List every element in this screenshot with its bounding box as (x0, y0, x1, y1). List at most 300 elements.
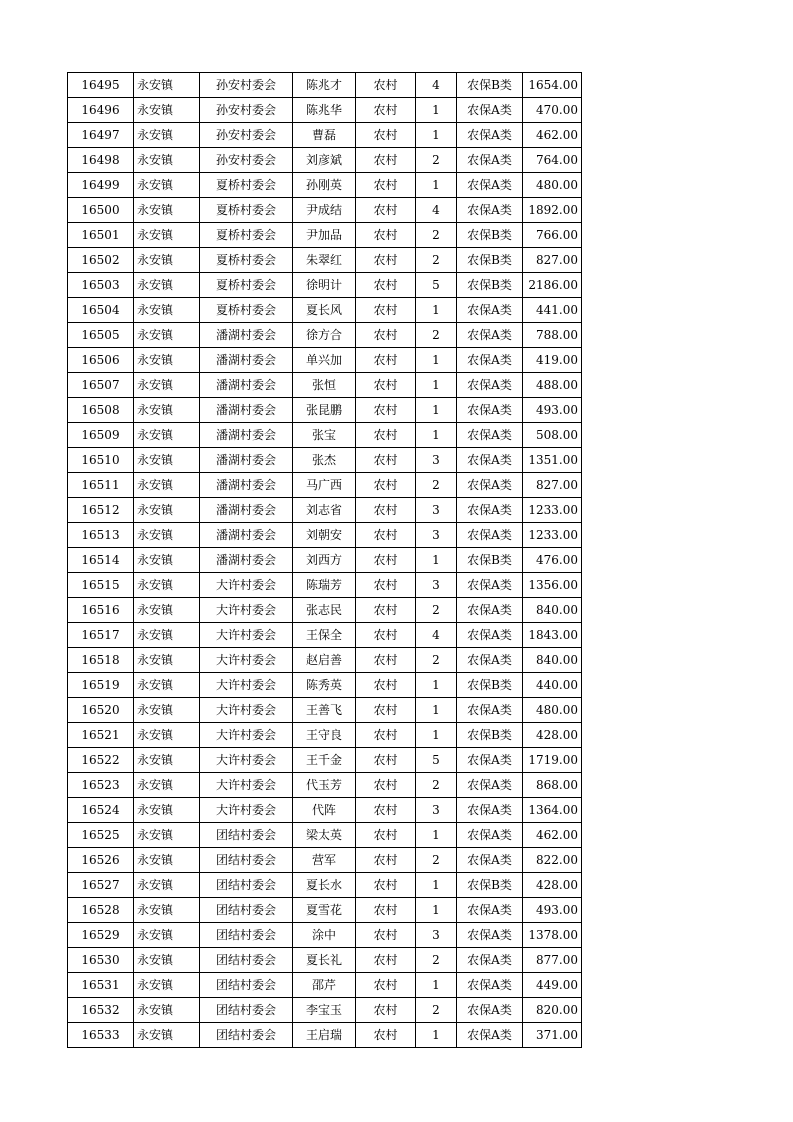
cell-record-id: 16514 (68, 548, 134, 573)
cell-record-id: 16502 (68, 248, 134, 273)
cell-area-type: 农村 (356, 548, 416, 573)
table-row (68, 848, 582, 873)
cell-person-name: 梁太英 (293, 823, 356, 848)
cell-area-type: 农村 (356, 398, 416, 423)
cell-insurance-category: 农保B类 (457, 723, 523, 748)
cell-town: 永安镇 (134, 673, 200, 698)
cell-town: 永安镇 (134, 748, 200, 773)
cell-record-id: 16521 (68, 723, 134, 748)
cell-record-id: 16495 (68, 73, 134, 98)
table-row (68, 548, 582, 573)
cell-record-id: 16530 (68, 948, 134, 973)
cell-insurance-category: 农保A类 (457, 298, 523, 323)
cell-household-count: 2 (416, 998, 457, 1023)
cell-village-committee: 团结村委会 (200, 873, 293, 898)
cell-household-count: 2 (416, 473, 457, 498)
cell-person-name: 张昆鹏 (293, 398, 356, 423)
cell-area-type: 农村 (356, 898, 416, 923)
cell-household-count: 1 (416, 123, 457, 148)
cell-insurance-category: 农保A类 (457, 773, 523, 798)
cell-person-name: 夏长风 (293, 298, 356, 323)
cell-record-id: 16520 (68, 698, 134, 723)
cell-household-count: 1 (416, 423, 457, 448)
cell-person-name: 代玉芳 (293, 773, 356, 798)
cell-household-count: 1 (416, 98, 457, 123)
cell-town: 永安镇 (134, 173, 200, 198)
table-row (68, 498, 582, 523)
cell-household-count: 3 (416, 448, 457, 473)
cell-area-type: 农村 (356, 248, 416, 273)
cell-village-committee: 团结村委会 (200, 948, 293, 973)
cell-person-name: 刘西方 (293, 548, 356, 573)
cell-area-type: 农村 (356, 648, 416, 673)
table-row (68, 173, 582, 198)
cell-insurance-category: 农保B类 (457, 248, 523, 273)
cell-village-committee: 团结村委会 (200, 1023, 293, 1048)
cell-village-committee: 孙安村委会 (200, 123, 293, 148)
cell-town: 永安镇 (134, 998, 200, 1023)
cell-person-name: 刘朝安 (293, 523, 356, 548)
cell-amount: 449.00 (523, 973, 582, 998)
table-row (68, 373, 582, 398)
cell-town: 永安镇 (134, 898, 200, 923)
cell-area-type: 农村 (356, 573, 416, 598)
cell-person-name: 尹加品 (293, 223, 356, 248)
table-row (68, 823, 582, 848)
table-row (68, 423, 582, 448)
cell-area-type: 农村 (356, 73, 416, 98)
table-row (68, 273, 582, 298)
cell-insurance-category: 农保A类 (457, 473, 523, 498)
cell-person-name: 代阵 (293, 798, 356, 823)
cell-village-committee: 潘湖村委会 (200, 373, 293, 398)
cell-area-type: 农村 (356, 973, 416, 998)
cell-household-count: 2 (416, 773, 457, 798)
cell-village-committee: 潘湖村委会 (200, 548, 293, 573)
cell-area-type: 农村 (356, 673, 416, 698)
cell-village-committee: 潘湖村委会 (200, 448, 293, 473)
table-row (68, 798, 582, 823)
cell-village-committee: 团结村委会 (200, 898, 293, 923)
cell-person-name: 尹成结 (293, 198, 356, 223)
cell-village-committee: 孙安村委会 (200, 73, 293, 98)
cell-record-id: 16525 (68, 823, 134, 848)
cell-area-type: 农村 (356, 473, 416, 498)
cell-insurance-category: 农保A类 (457, 923, 523, 948)
cell-amount: 827.00 (523, 473, 582, 498)
cell-record-id: 16518 (68, 648, 134, 673)
cell-person-name: 张宝 (293, 423, 356, 448)
cell-amount: 788.00 (523, 323, 582, 348)
cell-household-count: 2 (416, 148, 457, 173)
cell-amount: 1233.00 (523, 523, 582, 548)
cell-insurance-category: 农保A类 (457, 798, 523, 823)
cell-insurance-category: 农保A类 (457, 123, 523, 148)
table-row (68, 623, 582, 648)
cell-amount: 840.00 (523, 648, 582, 673)
cell-person-name: 陈兆华 (293, 98, 356, 123)
cell-area-type: 农村 (356, 123, 416, 148)
cell-household-count: 1 (416, 898, 457, 923)
cell-person-name: 张志民 (293, 598, 356, 623)
cell-record-id: 16507 (68, 373, 134, 398)
table-row (68, 698, 582, 723)
data-table (67, 72, 582, 1048)
table-row (68, 98, 582, 123)
table-row (68, 223, 582, 248)
cell-town: 永安镇 (134, 623, 200, 648)
table-row (68, 348, 582, 373)
cell-town: 永安镇 (134, 398, 200, 423)
cell-household-count: 2 (416, 948, 457, 973)
cell-village-committee: 大许村委会 (200, 698, 293, 723)
cell-village-committee: 潘湖村委会 (200, 473, 293, 498)
cell-village-committee: 大许村委会 (200, 648, 293, 673)
cell-amount: 827.00 (523, 248, 582, 273)
cell-household-count: 1 (416, 723, 457, 748)
cell-record-id: 16508 (68, 398, 134, 423)
table-row (68, 723, 582, 748)
cell-record-id: 16532 (68, 998, 134, 1023)
cell-record-id: 16503 (68, 273, 134, 298)
cell-area-type: 农村 (356, 148, 416, 173)
cell-area-type: 农村 (356, 423, 416, 448)
cell-amount: 2186.00 (523, 273, 582, 298)
cell-insurance-category: 农保A类 (457, 1023, 523, 1048)
cell-amount: 480.00 (523, 173, 582, 198)
cell-record-id: 16509 (68, 423, 134, 448)
cell-record-id: 16504 (68, 298, 134, 323)
cell-insurance-category: 农保A类 (457, 898, 523, 923)
cell-record-id: 16515 (68, 573, 134, 598)
cell-record-id: 16500 (68, 198, 134, 223)
table-row (68, 573, 582, 598)
cell-amount: 1843.00 (523, 623, 582, 648)
cell-insurance-category: 农保A类 (457, 98, 523, 123)
cell-record-id: 16506 (68, 348, 134, 373)
cell-area-type: 农村 (356, 773, 416, 798)
cell-person-name: 夏长水 (293, 873, 356, 898)
cell-area-type: 农村 (356, 198, 416, 223)
cell-village-committee: 夏桥村委会 (200, 298, 293, 323)
cell-amount: 766.00 (523, 223, 582, 248)
cell-person-name: 张杰 (293, 448, 356, 473)
cell-area-type: 农村 (356, 523, 416, 548)
cell-area-type: 农村 (356, 998, 416, 1023)
cell-person-name: 王启瑞 (293, 1023, 356, 1048)
cell-village-committee: 潘湖村委会 (200, 523, 293, 548)
cell-town: 永安镇 (134, 648, 200, 673)
table-row (68, 73, 582, 98)
cell-record-id: 16513 (68, 523, 134, 548)
cell-insurance-category: 农保A类 (457, 823, 523, 848)
cell-town: 永安镇 (134, 598, 200, 623)
cell-area-type: 农村 (356, 298, 416, 323)
table-row (68, 523, 582, 548)
cell-record-id: 16524 (68, 798, 134, 823)
cell-town: 永安镇 (134, 798, 200, 823)
cell-area-type: 农村 (356, 623, 416, 648)
table-row (68, 973, 582, 998)
cell-amount: 440.00 (523, 673, 582, 698)
cell-town: 永安镇 (134, 223, 200, 248)
cell-person-name: 单兴加 (293, 348, 356, 373)
cell-village-committee: 潘湖村委会 (200, 348, 293, 373)
cell-village-committee: 夏桥村委会 (200, 198, 293, 223)
cell-person-name: 邵芹 (293, 973, 356, 998)
cell-household-count: 1 (416, 1023, 457, 1048)
cell-town: 永安镇 (134, 148, 200, 173)
cell-record-id: 16498 (68, 148, 134, 173)
table-body (68, 73, 582, 1048)
cell-person-name: 张恒 (293, 373, 356, 398)
cell-village-committee: 大许村委会 (200, 798, 293, 823)
cell-insurance-category: 农保B类 (457, 673, 523, 698)
cell-household-count: 1 (416, 348, 457, 373)
cell-town: 永安镇 (134, 198, 200, 223)
cell-town: 永安镇 (134, 373, 200, 398)
cell-insurance-category: 农保A类 (457, 148, 523, 173)
cell-record-id: 16528 (68, 898, 134, 923)
table-row (68, 648, 582, 673)
cell-person-name: 陈兆才 (293, 73, 356, 98)
cell-area-type: 农村 (356, 498, 416, 523)
cell-village-committee: 潘湖村委会 (200, 498, 293, 523)
cell-area-type: 农村 (356, 823, 416, 848)
cell-village-committee: 孙安村委会 (200, 148, 293, 173)
cell-record-id: 16516 (68, 598, 134, 623)
cell-record-id: 16501 (68, 223, 134, 248)
cell-record-id: 16522 (68, 748, 134, 773)
table-row (68, 323, 582, 348)
table-row (68, 148, 582, 173)
cell-insurance-category: 农保A类 (457, 573, 523, 598)
cell-insurance-category: 农保A类 (457, 948, 523, 973)
table-row (68, 123, 582, 148)
cell-amount: 1351.00 (523, 448, 582, 473)
cell-amount: 470.00 (523, 98, 582, 123)
cell-person-name: 营军 (293, 848, 356, 873)
cell-insurance-category: 农保A类 (457, 173, 523, 198)
cell-area-type: 农村 (356, 848, 416, 873)
cell-person-name: 刘志省 (293, 498, 356, 523)
cell-household-count: 1 (416, 398, 457, 423)
cell-household-count: 2 (416, 598, 457, 623)
cell-insurance-category: 农保B类 (457, 548, 523, 573)
cell-village-committee: 夏桥村委会 (200, 223, 293, 248)
cell-area-type: 农村 (356, 723, 416, 748)
cell-village-committee: 团结村委会 (200, 923, 293, 948)
cell-record-id: 16533 (68, 1023, 134, 1048)
cell-person-name: 涂中 (293, 923, 356, 948)
cell-insurance-category: 农保A类 (457, 698, 523, 723)
cell-amount: 877.00 (523, 948, 582, 973)
cell-person-name: 陈秀英 (293, 673, 356, 698)
cell-person-name: 李宝玉 (293, 998, 356, 1023)
cell-household-count: 3 (416, 523, 457, 548)
cell-household-count: 4 (416, 623, 457, 648)
cell-insurance-category: 农保A类 (457, 398, 523, 423)
table-row (68, 948, 582, 973)
cell-household-count: 2 (416, 248, 457, 273)
cell-town: 永安镇 (134, 948, 200, 973)
cell-household-count: 5 (416, 748, 457, 773)
cell-area-type: 农村 (356, 598, 416, 623)
cell-area-type: 农村 (356, 748, 416, 773)
cell-amount: 480.00 (523, 698, 582, 723)
cell-insurance-category: 农保A类 (457, 598, 523, 623)
cell-household-count: 2 (416, 648, 457, 673)
cell-record-id: 16529 (68, 923, 134, 948)
table-row (68, 398, 582, 423)
cell-amount: 1654.00 (523, 73, 582, 98)
cell-town: 永安镇 (134, 298, 200, 323)
cell-town: 永安镇 (134, 348, 200, 373)
cell-record-id: 16510 (68, 448, 134, 473)
cell-insurance-category: 农保A类 (457, 323, 523, 348)
cell-insurance-category: 农保B类 (457, 73, 523, 98)
cell-village-committee: 团结村委会 (200, 823, 293, 848)
cell-amount: 840.00 (523, 598, 582, 623)
cell-person-name: 夏长礼 (293, 948, 356, 973)
cell-insurance-category: 农保A类 (457, 498, 523, 523)
cell-record-id: 16497 (68, 123, 134, 148)
cell-village-committee: 大许村委会 (200, 773, 293, 798)
table-row (68, 448, 582, 473)
cell-amount: 462.00 (523, 823, 582, 848)
cell-town: 永安镇 (134, 923, 200, 948)
cell-insurance-category: 农保A类 (457, 348, 523, 373)
cell-village-committee: 团结村委会 (200, 998, 293, 1023)
cell-household-count: 2 (416, 323, 457, 348)
cell-amount: 371.00 (523, 1023, 582, 1048)
cell-town: 永安镇 (134, 848, 200, 873)
cell-insurance-category: 农保A类 (457, 848, 523, 873)
table-row (68, 998, 582, 1023)
cell-amount: 476.00 (523, 548, 582, 573)
cell-amount: 1719.00 (523, 748, 582, 773)
cell-village-committee: 大许村委会 (200, 673, 293, 698)
cell-person-name: 王千金 (293, 748, 356, 773)
cell-area-type: 农村 (356, 373, 416, 398)
cell-town: 永安镇 (134, 698, 200, 723)
cell-household-count: 1 (416, 698, 457, 723)
cell-area-type: 农村 (356, 948, 416, 973)
table-row (68, 198, 582, 223)
table-row (68, 598, 582, 623)
cell-person-name: 马广西 (293, 473, 356, 498)
cell-village-committee: 大许村委会 (200, 723, 293, 748)
cell-village-committee: 团结村委会 (200, 848, 293, 873)
cell-insurance-category: 农保A类 (457, 373, 523, 398)
cell-town: 永安镇 (134, 448, 200, 473)
cell-village-committee: 大许村委会 (200, 573, 293, 598)
cell-person-name: 朱翠红 (293, 248, 356, 273)
cell-town: 永安镇 (134, 873, 200, 898)
cell-household-count: 3 (416, 798, 457, 823)
cell-person-name: 曹磊 (293, 123, 356, 148)
table-row (68, 298, 582, 323)
cell-insurance-category: 农保A类 (457, 198, 523, 223)
cell-village-committee: 潘湖村委会 (200, 323, 293, 348)
cell-record-id: 16511 (68, 473, 134, 498)
cell-household-count: 1 (416, 173, 457, 198)
cell-person-name: 夏雪花 (293, 898, 356, 923)
cell-record-id: 16526 (68, 848, 134, 873)
cell-insurance-category: 农保A类 (457, 648, 523, 673)
cell-amount: 764.00 (523, 148, 582, 173)
cell-village-committee: 潘湖村委会 (200, 398, 293, 423)
cell-insurance-category: 农保A类 (457, 448, 523, 473)
cell-person-name: 孙刚英 (293, 173, 356, 198)
cell-amount: 1378.00 (523, 923, 582, 948)
cell-town: 永安镇 (134, 1023, 200, 1048)
cell-household-count: 1 (416, 373, 457, 398)
cell-town: 永安镇 (134, 248, 200, 273)
cell-town: 永安镇 (134, 548, 200, 573)
cell-amount: 1364.00 (523, 798, 582, 823)
cell-household-count: 2 (416, 848, 457, 873)
cell-amount: 1892.00 (523, 198, 582, 223)
cell-village-committee: 潘湖村委会 (200, 423, 293, 448)
table-row (68, 873, 582, 898)
table-row (68, 898, 582, 923)
cell-area-type: 农村 (356, 348, 416, 373)
cell-household-count: 4 (416, 73, 457, 98)
cell-area-type: 农村 (356, 323, 416, 348)
cell-town: 永安镇 (134, 323, 200, 348)
cell-village-committee: 大许村委会 (200, 748, 293, 773)
cell-amount: 419.00 (523, 348, 582, 373)
cell-amount: 822.00 (523, 848, 582, 873)
table-row (68, 473, 582, 498)
cell-amount: 508.00 (523, 423, 582, 448)
cell-record-id: 16523 (68, 773, 134, 798)
cell-person-name: 陈瑞芳 (293, 573, 356, 598)
cell-village-committee: 夏桥村委会 (200, 273, 293, 298)
cell-insurance-category: 农保B类 (457, 873, 523, 898)
cell-insurance-category: 农保A类 (457, 423, 523, 448)
cell-person-name: 刘彦斌 (293, 148, 356, 173)
cell-amount: 493.00 (523, 898, 582, 923)
table-row (68, 748, 582, 773)
cell-person-name: 徐明计 (293, 273, 356, 298)
cell-town: 永安镇 (134, 98, 200, 123)
cell-town: 永安镇 (134, 498, 200, 523)
cell-amount: 1356.00 (523, 573, 582, 598)
cell-town: 永安镇 (134, 123, 200, 148)
cell-insurance-category: 农保A类 (457, 998, 523, 1023)
cell-record-id: 16496 (68, 98, 134, 123)
cell-household-count: 1 (416, 873, 457, 898)
cell-area-type: 农村 (356, 173, 416, 198)
cell-village-committee: 大许村委会 (200, 623, 293, 648)
cell-area-type: 农村 (356, 873, 416, 898)
table-row (68, 248, 582, 273)
table-row (68, 1023, 582, 1048)
cell-insurance-category: 农保A类 (457, 623, 523, 648)
table-row (68, 773, 582, 798)
cell-village-committee: 孙安村委会 (200, 98, 293, 123)
cell-amount: 820.00 (523, 998, 582, 1023)
cell-amount: 462.00 (523, 123, 582, 148)
cell-person-name: 徐方合 (293, 323, 356, 348)
cell-area-type: 农村 (356, 798, 416, 823)
cell-area-type: 农村 (356, 448, 416, 473)
cell-person-name: 王守良 (293, 723, 356, 748)
cell-household-count: 1 (416, 823, 457, 848)
cell-insurance-category: 农保A类 (457, 748, 523, 773)
